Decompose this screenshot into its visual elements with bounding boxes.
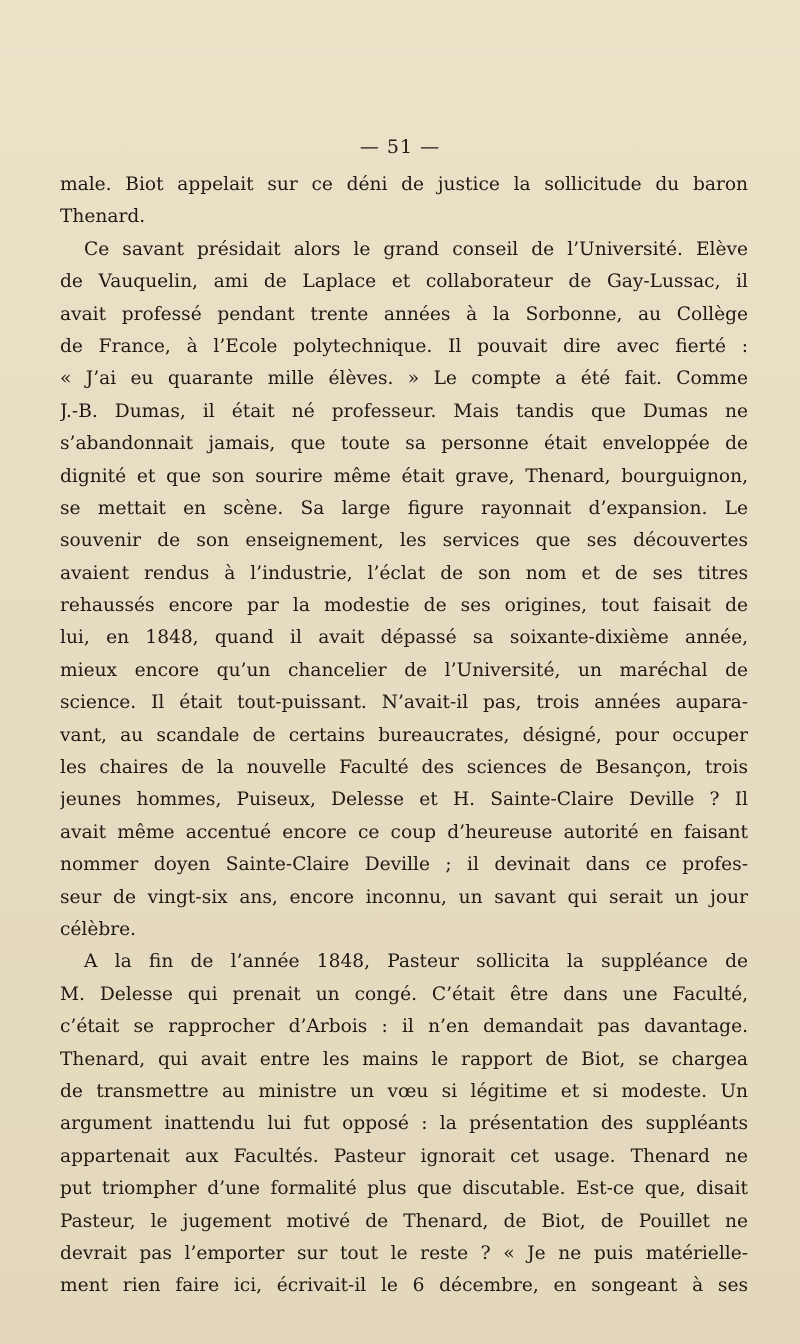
text-line: J.-B. Dumas, il était né professeur. Mais tandis que Dumas ne (60, 400, 748, 422)
text-line: dignité et que son sourire même était grave, Thenard, bourguignon, (60, 465, 748, 487)
text-line: appartenait aux Facultés. Pasteur ignorait cet usage. Thenard ne (60, 1145, 748, 1167)
text-line: vant, au scandale de certains bureaucrates, désigné, pour occuper (60, 724, 748, 746)
text-line: A la fin de l’année 1848, Pasteur sollicita la suppléance de (84, 951, 748, 973)
text-line: ment rien faire ici, écrivait-il le 6 décembre, en songeant à ses (60, 1275, 748, 1297)
page-number: — 51 — (359, 136, 441, 158)
text-line: avait même accentué encore ce coup d’heureuse autorité en faisant (60, 821, 748, 843)
text-line: souvenir de son enseignement, les services que ses découvertes (60, 530, 748, 552)
text-line: Pasteur, le jugement motivé de Thenard, de Biot, de Pouillet ne (60, 1210, 748, 1232)
text-line: Thenard, qui avait entre les mains le rapport de Biot, se chargea (60, 1048, 748, 1070)
text-line: de Vauquelin, ami de Laplace et collaborateur de Gay-Lussac, il (60, 271, 748, 293)
text-line: Ce savant présidait alors le grand conseil de l’Université. Elève (84, 238, 748, 260)
text-line: avait professé pendant trente années à la Sorbonne, au Collège (60, 303, 748, 325)
text-line: M. Delesse qui prenait un congé. C’était être dans une Faculté, (60, 983, 748, 1005)
text-line: seur de vingt-six ans, encore inconnu, un savant qui serait un jour (60, 886, 748, 908)
text-line: s’abandonnait jamais, que toute sa personne était enveloppée de (60, 433, 748, 455)
text-line: se mettait en scène. Sa large figure rayonnait d’expansion. Le (60, 497, 748, 519)
text-line: jeunes hommes, Puiseux, Delesse et H. Sainte-Claire Deville ? Il (60, 789, 748, 811)
text-line: avaient rendus à l’industrie, l’éclat de son nom et de ses titres (60, 562, 748, 584)
text-line: male. Biot appelait sur ce déni de justice la sollicitude du baron (60, 174, 748, 195)
text-line: célèbre. (60, 918, 137, 940)
text-line: lui, en 1848, quand il avait dépassé sa soixante-dixième année, (60, 627, 748, 649)
text-line: c’était se rapprocher d’Arbois : il n’en demandait pas davantage. (60, 1016, 748, 1038)
text-line: les chaires de la nouvelle Faculté des sciences de Besançon, trois (60, 757, 748, 779)
text-line: put triompher d’une formalité plus que discutable. Est-ce que, disait (60, 1178, 748, 1200)
body-text (60, 169, 748, 1303)
text-line: science. Il était tout-puissant. N’avait-il pas, trois années aupara- (60, 692, 748, 714)
text-line: de France, à l’Ecole polytechnique. Il pouvait dire avec fierté : (60, 335, 748, 357)
text-line: « J’ai eu quarante mille élèves. » Le compte a été fait. Comme (60, 368, 748, 390)
text-line: Thenard. (60, 206, 146, 228)
text-line: mieux encore qu’un chancelier de l’Université, un maréchal de (60, 659, 748, 681)
text-line: rehaussés encore par la modestie de ses origines, tout faisait de (60, 595, 748, 617)
text-line: nommer doyen Sainte-Claire Deville ; il devinait dans ce profes- (60, 854, 748, 876)
text-line: devrait pas l’emporter sur tout le reste ? « Je ne puis matérielle- (60, 1242, 748, 1264)
text-line: argument inattendu lui fut opposé : la présentation des suppléants (60, 1113, 748, 1135)
text-line: de transmettre au ministre un vœu si légitime et si modeste. Un (60, 1080, 748, 1102)
